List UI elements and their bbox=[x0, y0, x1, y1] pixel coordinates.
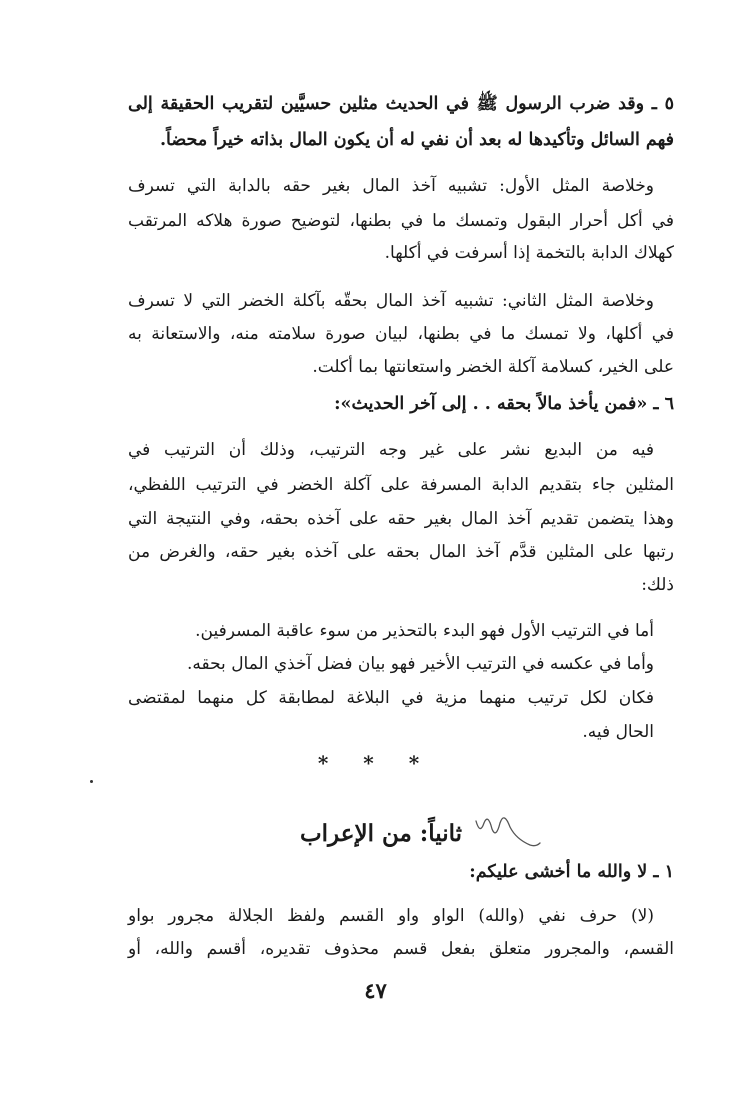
handwritten-mark-icon bbox=[470, 805, 544, 849]
text-line: وأما في عكسه في الترتيب الأخير فهو بيان فضل آخذي المال بحقه. bbox=[186, 654, 654, 674]
text-line: فكان لكل ترتيب منهما مزية في البلاغة لمطابقة كل منهما لمقتضى bbox=[128, 688, 654, 708]
text-line: رتبها على المثلين قدَّم آخذ المال بحقه على آخذه بغير حقه، والغرض من bbox=[128, 542, 674, 562]
text-line: في أكل أحرار البقول وتمسك ما في بطنها، لتوضيح صورة هلاكه المرتقب bbox=[128, 211, 674, 231]
page-number: ٤٧ bbox=[364, 978, 387, 1003]
text-line: كهلاك الدابة بالتخمة إذا أسرفت في أكلها. bbox=[384, 243, 674, 263]
text-line: ٦ ـ «فمن يأخذ مالاً بحقه . . إلى آخر الحديث»: bbox=[334, 394, 674, 414]
text-line: ١ ـ لا والله ما أخشى عليكم: bbox=[469, 862, 674, 882]
scan-speck bbox=[90, 780, 93, 783]
text-line: ذلك: bbox=[641, 575, 674, 595]
text-line: وخلاصة المثل الثاني: تشبيه آخذ المال بحقّه بآكلة الخضر التي لا تسرف bbox=[128, 291, 654, 311]
text-line: الحال فيه. bbox=[582, 722, 654, 742]
text-line: القسم، والمجرور متعلق بفعل قسم محذوف تقديره، أقسم والله، أو bbox=[128, 939, 674, 959]
text-line: المثلين جاء بتقديم الدابة المسرفة على آكلة الخضر في الترتيب اللفظي، bbox=[128, 475, 674, 495]
text-line: (لا) حرف نفي (والله) الواو واو القسم ولفظ الجلالة مجرور بواو bbox=[128, 906, 654, 926]
text-line: أما في الترتيب الأول فهو البدء بالتحذير من سوء عاقبة المسرفين. bbox=[195, 621, 654, 641]
text-line: في أكلها، ولا تمسك ما في بطنها، لبيان صورة سلامته منه، والاستعانة به bbox=[128, 324, 674, 344]
text-line: وهذا يتضمن تقديم آخذ المال بغير حقه على آخذه بحقه، وفي النتيجة التي bbox=[128, 509, 674, 529]
section-heading: ثانياً: من الإعراب bbox=[300, 820, 463, 847]
text-line: فهم السائل وتأكيدها له بعد أن نفي له أن يكون المال بذاته خيراً محضاً. bbox=[159, 130, 674, 150]
text-line: وخلاصة المثل الأول: تشبيه آخذ المال بغير حقه بالدابة التي تسرف bbox=[128, 176, 654, 196]
text-line: على الخير، كسلامة آكلة الخضر واستعانتها بما أكلت. bbox=[312, 357, 674, 377]
text-line: ٥ ـ وقد ضرب الرسول ﷺ في الحديث مثلين حسيَّين لتقريب الحقيقة إلى bbox=[128, 94, 674, 114]
section-separator: * * * bbox=[317, 751, 434, 775]
text-line: فيه من البديع نشر على غير وجه الترتيب، وذلك أن الترتيب في bbox=[128, 440, 654, 460]
